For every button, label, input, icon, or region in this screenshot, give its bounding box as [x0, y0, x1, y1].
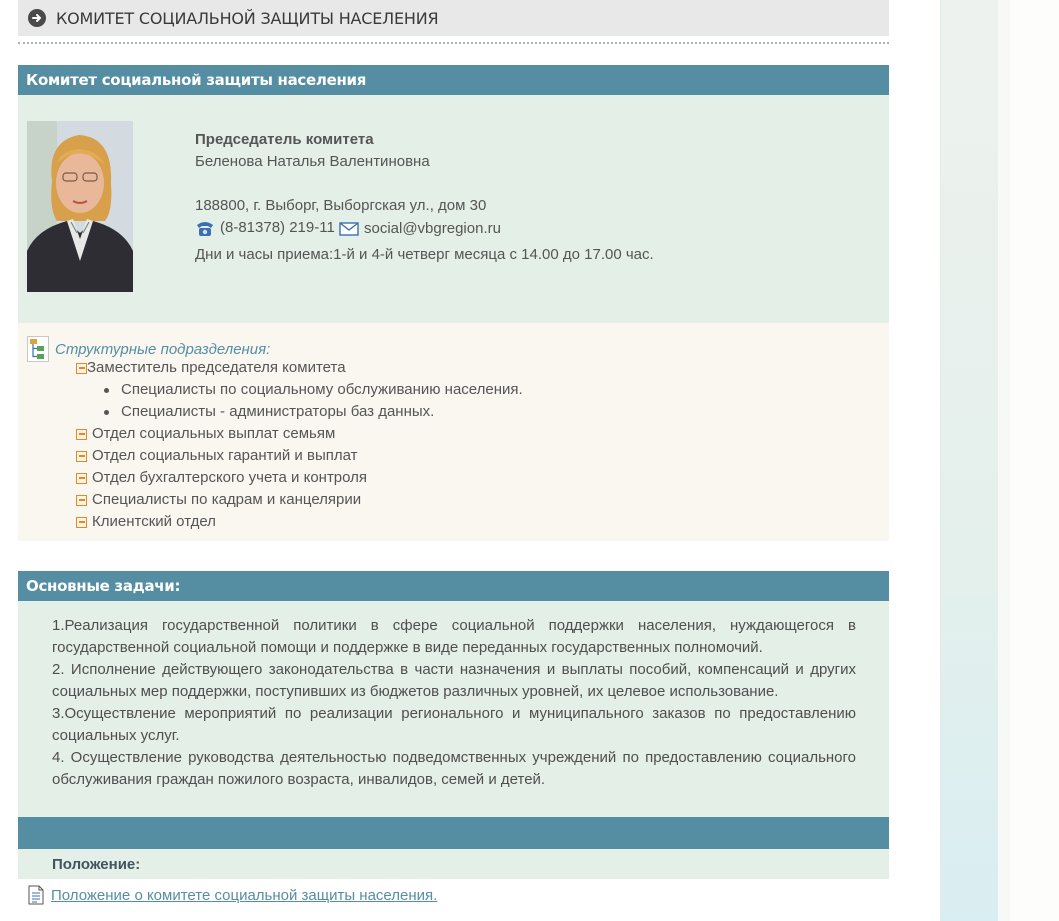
main-content — [18, 0, 889, 905]
contact-info — [195, 129, 654, 266]
collapse-minus-icon[interactable] — [76, 451, 87, 462]
phone-row — [195, 217, 335, 239]
tree-item-label: Отдел социальных выплат семьям — [92, 425, 336, 442]
email-address[interactable]: social@vbgregion.ru — [363, 220, 501, 237]
reception-hours: Дни и часы приема:1-й и 4-й четверг месяца с 14.00 до 17.00 час. — [195, 246, 654, 263]
collapse-minus-icon[interactable] — [76, 363, 87, 374]
collapse-minus-icon[interactable] — [76, 473, 87, 484]
committee-bar: Комитет социальной защиты населения — [18, 65, 889, 95]
structure-title-text: Структурные подразделения: — [55, 340, 271, 358]
tree-item-label: Клиентский отдел — [92, 513, 216, 530]
chairman-photo — [27, 121, 133, 292]
list-item-label: Специалисты по социальному обслуживанию населения. — [121, 381, 523, 398]
spacer — [18, 541, 889, 571]
regulation-title: Положение: — [18, 849, 889, 879]
task-item: 3.Осуществление мероприятий по реализации регионального и муниципального заказов по предоставлению социальных услуг. — [52, 705, 856, 744]
list-item — [104, 401, 523, 423]
chairman-role: Председатель комитета — [195, 131, 374, 148]
tree-item-department[interactable] — [76, 445, 523, 467]
divider-bar — [18, 817, 889, 849]
tree-item-label: Отдел социальных гарантий и выплат — [92, 447, 358, 464]
tree-item-department[interactable] — [76, 489, 523, 511]
email-row — [339, 218, 501, 240]
tasks-block — [18, 601, 889, 817]
structure-list — [76, 357, 523, 533]
task-item: 4. Осуществление руководства деятельностью подведомственных учреждений по предоставлению социального обслуживания граждан пожилого возраста, инвалидов, семей и детей. — [52, 749, 856, 788]
regulation-link-row — [18, 885, 889, 905]
phone-icon — [195, 219, 215, 237]
tasks-bar: Основные задачи: — [18, 571, 889, 601]
regulation-link[interactable]: Положение о комитете социальной защиты населения. — [51, 886, 438, 904]
tree-item-deputy[interactable] — [76, 357, 523, 379]
tree-structure-icon — [27, 336, 49, 362]
bullet-dot — [104, 410, 109, 415]
tree-item-label: Заместитель председателя комитета — [87, 359, 346, 376]
task-item: 2. Исполнение действующего законодательства в части назначения и выплаты пособий, компенсаций и других социальных мер поддержки, поступивших из бюджетов различных уровней, их целевое использование. — [52, 661, 856, 700]
right-decorative-strip — [940, 0, 998, 921]
collapse-minus-icon[interactable] — [76, 517, 87, 528]
document-icon — [28, 885, 44, 905]
tree-item-department[interactable] — [76, 467, 523, 489]
list-item — [104, 379, 523, 401]
page-title: КОМИТЕТ СОЦИАЛЬНОЙ ЗАЩИТЫ НАСЕЛЕНИЯ — [56, 8, 439, 28]
bullet-dot — [104, 388, 109, 393]
tree-item-label: Отдел бухгалтерского учета и контроля — [92, 469, 368, 486]
phone-number: (8-81378) 219-11 — [220, 219, 335, 236]
right-decorative-strip-3 — [1010, 0, 1059, 921]
collapse-minus-icon[interactable] — [76, 495, 87, 506]
dotted-divider — [18, 36, 889, 44]
structure-block — [18, 323, 889, 541]
list-item-label: Специалисты - администраторы баз данных. — [121, 403, 435, 420]
envelope-icon — [339, 221, 359, 237]
page-header — [18, 0, 889, 36]
right-decorative-strip-2 — [998, 0, 1010, 921]
task-item: 1.Реализация государственной политики в сфере социальной поддержки населения, нуждающегося в государственной социальной помощи и поддержке в виде переданных государственных полномочий. — [52, 617, 856, 656]
arrow-right-circle-icon — [28, 9, 46, 27]
collapse-minus-icon[interactable] — [76, 429, 87, 440]
tree-item-department[interactable] — [76, 511, 523, 533]
address: 188800, г. Выборг, Выборгская ул., дом 30 — [195, 197, 487, 214]
chairman-name: Беленова Наталья Валентиновна — [195, 153, 430, 170]
contact-block — [18, 95, 889, 323]
tree-item-label: Специалисты по кадрам и канцелярии — [92, 491, 362, 508]
tree-item-department[interactable] — [76, 423, 523, 445]
